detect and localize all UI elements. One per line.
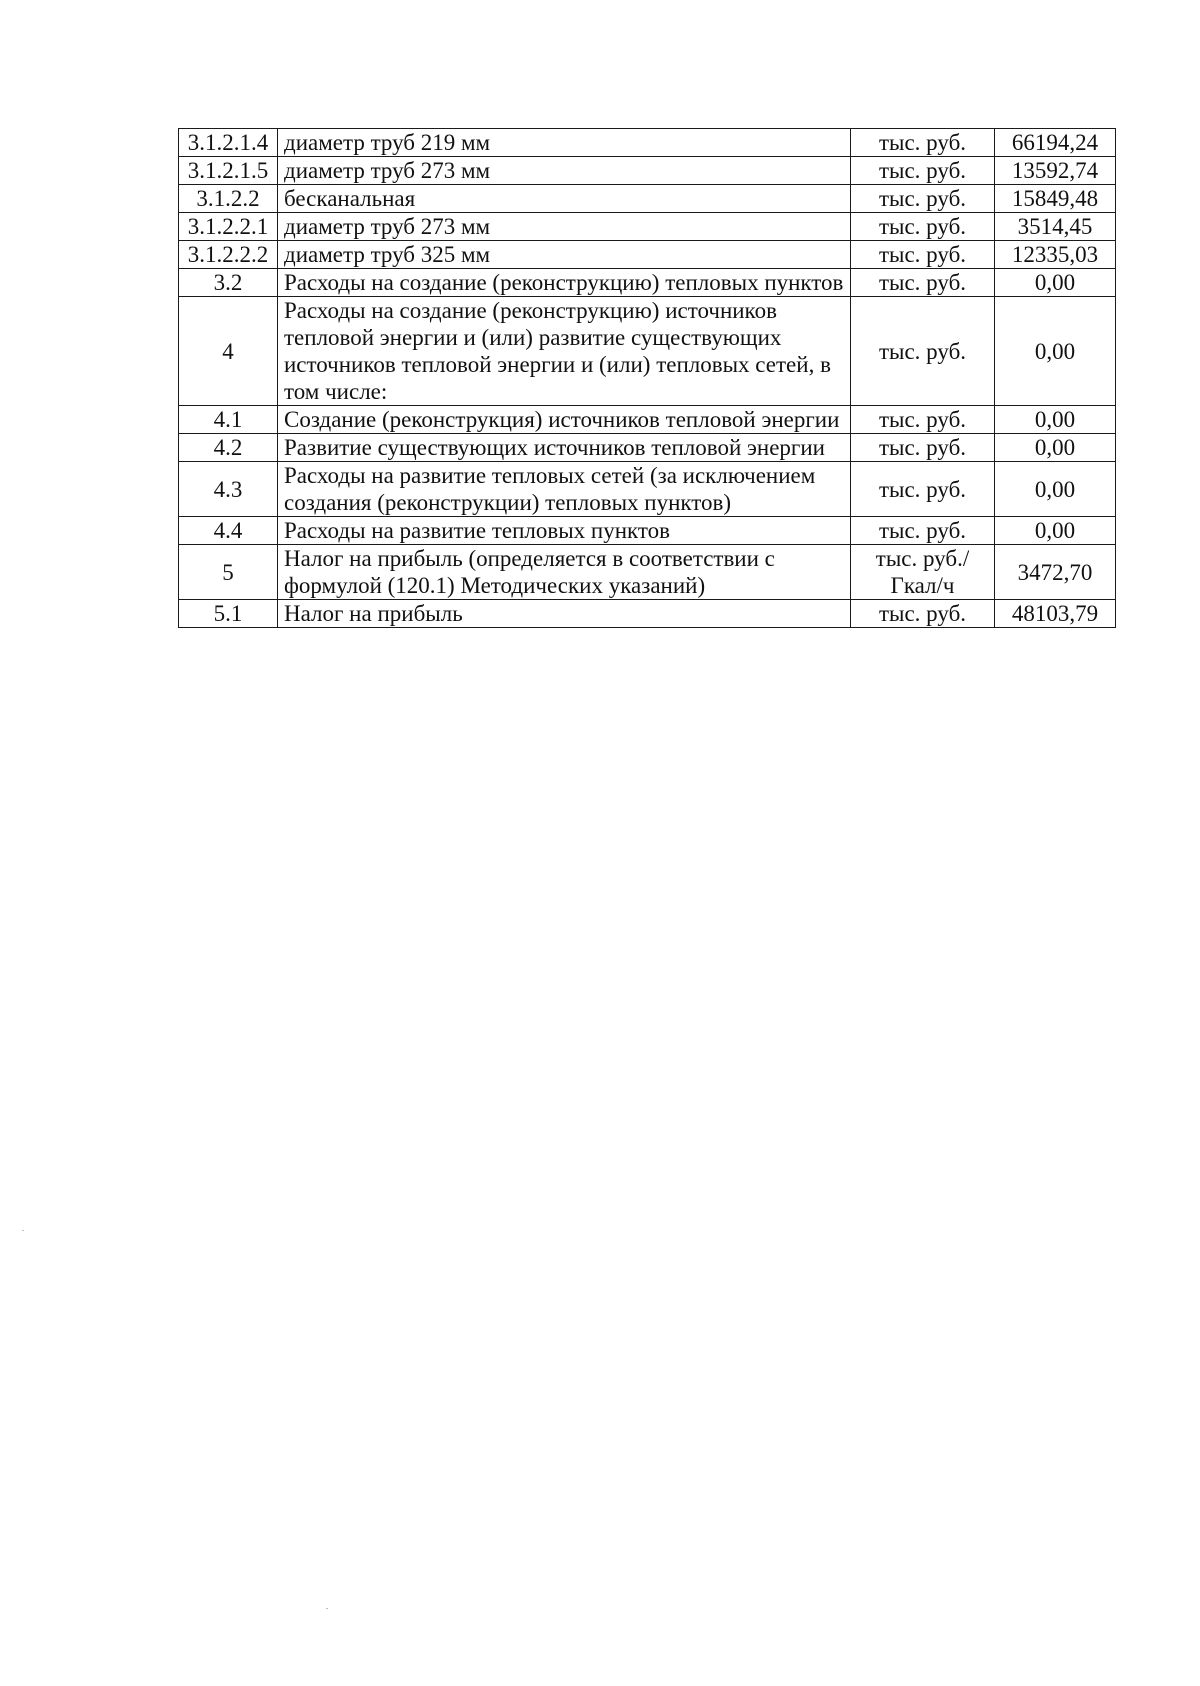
row-description: Развитие существующих источников тепловой энергии bbox=[278, 434, 851, 462]
row-value: 0,00 bbox=[995, 297, 1116, 406]
row-description: диаметр труб 219 мм bbox=[278, 129, 851, 157]
row-description: диаметр труб 273 мм bbox=[278, 213, 851, 241]
table-row bbox=[179, 157, 1116, 185]
row-description: диаметр труб 325 мм bbox=[278, 241, 851, 269]
row-unit: тыс. руб. bbox=[851, 157, 995, 185]
row-number: 3.1.2.2.2 bbox=[179, 241, 278, 269]
row-description: Создание (реконструкция) источников тепловой энергии bbox=[278, 406, 851, 434]
row-number: 4 bbox=[179, 297, 278, 406]
table-row bbox=[179, 406, 1116, 434]
row-unit: тыс. руб. bbox=[851, 406, 995, 434]
row-value: 0,00 bbox=[995, 269, 1116, 297]
row-unit: тыс. руб. bbox=[851, 434, 995, 462]
table-row bbox=[179, 434, 1116, 462]
row-number: 3.1.2.1.5 bbox=[179, 157, 278, 185]
row-number: 3.2 bbox=[179, 269, 278, 297]
row-description: диаметр труб 273 мм bbox=[278, 157, 851, 185]
table-row bbox=[179, 185, 1116, 213]
row-unit: тыс. руб./Гкал/ч bbox=[851, 545, 995, 600]
row-description: Налог на прибыль (определяется в соответствии с формулой (120.1) Методических указаний) bbox=[278, 545, 851, 600]
table-row bbox=[179, 462, 1116, 517]
row-number: 5 bbox=[179, 545, 278, 600]
row-description: Расходы на развитие тепловых сетей (за исключением создания (реконструкции) тепловых пунктов) bbox=[278, 462, 851, 517]
row-number: 4.3 bbox=[179, 462, 278, 517]
row-description: Расходы на развитие тепловых пунктов bbox=[278, 517, 851, 545]
row-value: 48103,79 bbox=[995, 600, 1116, 628]
table-row bbox=[179, 129, 1116, 157]
row-number: 4.4 bbox=[179, 517, 278, 545]
scan-speck bbox=[22, 1230, 24, 1231]
row-unit: тыс. руб. bbox=[851, 297, 995, 406]
row-unit: тыс. руб. bbox=[851, 213, 995, 241]
row-value: 66194,24 bbox=[995, 129, 1116, 157]
table-row bbox=[179, 241, 1116, 269]
row-unit: тыс. руб. bbox=[851, 241, 995, 269]
row-unit: тыс. руб. bbox=[851, 600, 995, 628]
row-value: 13592,74 bbox=[995, 157, 1116, 185]
table-row bbox=[179, 545, 1116, 600]
row-unit: тыс. руб. bbox=[851, 129, 995, 157]
row-value: 0,00 bbox=[995, 434, 1116, 462]
table-row bbox=[179, 213, 1116, 241]
row-value: 0,00 bbox=[995, 462, 1116, 517]
row-unit: тыс. руб. bbox=[851, 185, 995, 213]
table-row bbox=[179, 269, 1116, 297]
row-value: 15849,48 bbox=[995, 185, 1116, 213]
row-unit: тыс. руб. bbox=[851, 269, 995, 297]
row-number: 3.1.2.1.4 bbox=[179, 129, 278, 157]
cost-table bbox=[178, 128, 1116, 628]
row-unit: тыс. руб. bbox=[851, 517, 995, 545]
table-row bbox=[179, 517, 1116, 545]
table-row bbox=[179, 297, 1116, 406]
row-description: Налог на прибыль bbox=[278, 600, 851, 628]
row-description: бесканальная bbox=[278, 185, 851, 213]
row-value: 0,00 bbox=[995, 517, 1116, 545]
scan-speck bbox=[326, 1608, 328, 1609]
table-row bbox=[179, 600, 1116, 628]
row-number: 4.1 bbox=[179, 406, 278, 434]
row-value: 0,00 bbox=[995, 406, 1116, 434]
row-value: 3514,45 bbox=[995, 213, 1116, 241]
row-description: Расходы на создание (реконструкцию) источников тепловой энергии и (или) развитие существующих источников тепловой энергии и (или) тепловых сетей, в том числе: bbox=[278, 297, 851, 406]
row-value: 12335,03 bbox=[995, 241, 1116, 269]
row-unit: тыс. руб. bbox=[851, 462, 995, 517]
row-number: 4.2 bbox=[179, 434, 278, 462]
row-value: 3472,70 bbox=[995, 545, 1116, 600]
row-number: 3.1.2.2.1 bbox=[179, 213, 278, 241]
row-number: 3.1.2.2 bbox=[179, 185, 278, 213]
row-number: 5.1 bbox=[179, 600, 278, 628]
row-description: Расходы на создание (реконструкцию) тепловых пунктов bbox=[278, 269, 851, 297]
